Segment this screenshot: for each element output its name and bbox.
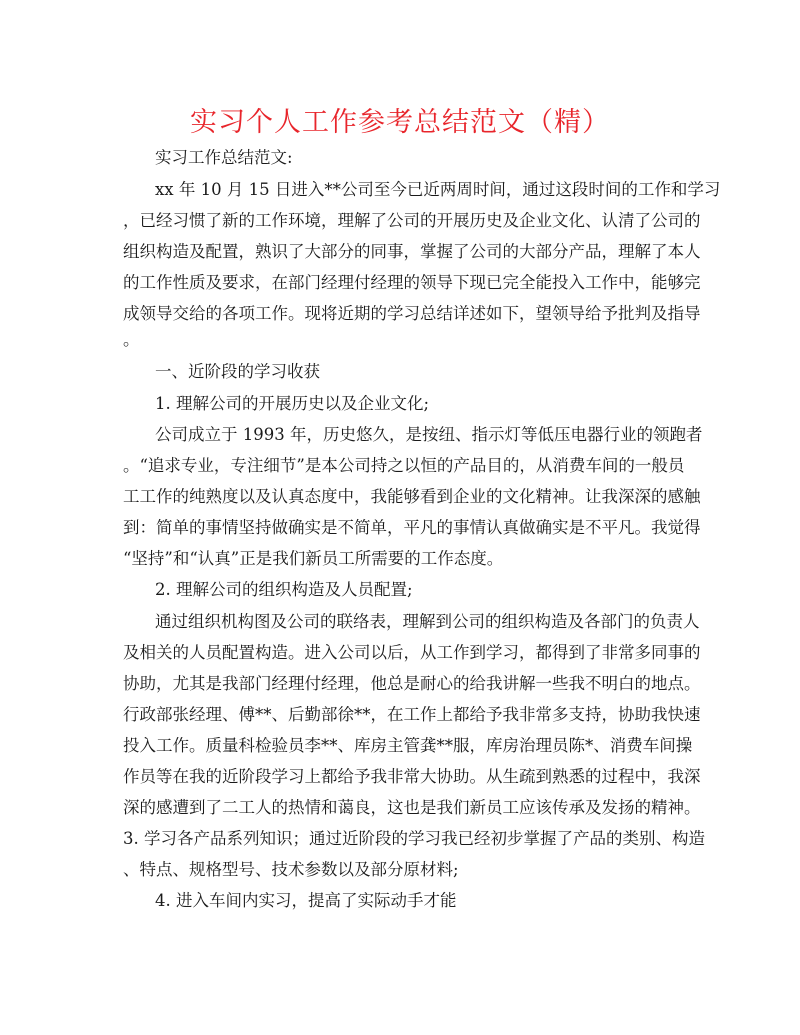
subsection-heading: 3. 学习各产品系列知识；通过近阶段的学习我已经初步掌握了产品的类别、构造	[123, 829, 705, 848]
paragraph-line: 深的感遭到了二工人的热情和蔼良，这也是我们新员工应该传承及发扬的精神。	[123, 798, 701, 817]
paragraph-line: “坚持”和“认真”正是我们新员工所需要的工作态度。	[123, 549, 504, 568]
subsection-heading: 1. 理解公司的开展历史以及企业文化;	[155, 394, 430, 413]
subsection-heading: 2. 理解公司的组织构造及人员配置;	[155, 580, 413, 599]
paragraph-line: xx 年 10 月 15 日进入**公司至今已近两周时间，通过这段时间的工作和学习	[155, 180, 721, 199]
paragraph-line: 行政部张经理、傅**、后勤部徐**，在工作上都给予我非常多支持，协助我快速	[123, 705, 701, 724]
paragraph-line: 的工作性质及要求，在部门经理付经理的领导下现已完全能投入工作中，能够完	[123, 273, 701, 292]
paragraph-line: 。	[123, 330, 140, 349]
paragraph-line: 工工作的纯熟度以及认真态度中，我能够看到企业的文化精神。让我深深的感触	[123, 487, 701, 506]
document-title: 实习个人工作参考总结范文（精）	[190, 107, 610, 138]
paragraph-line: 通过组织机构图及公司的联络表，理解到公司的组织构造及各部门的负责人	[155, 612, 700, 631]
section-heading: 一、近阶段的学习收获	[155, 362, 320, 381]
paragraph-line: 组织构造及配置，熟识了大部分的同事，掌握了公司的大部分产品，理解了本人	[123, 242, 701, 261]
paragraph-line: 协助，尤其是我部门经理付经理，他总是耐心的给我讲解一些我不明白的地点。	[123, 674, 701, 693]
paragraph-line: 投入工作。质量科检验员李**、库房主管龚**服，库房治理员陈*、消费车间操	[123, 736, 693, 755]
paragraph-heading: 实习工作总结范文:	[155, 148, 293, 167]
paragraph-line: 成领导交给的各项工作。现将近期的学习总结详述如下，望领导给予批判及指导	[123, 304, 701, 323]
paragraph-line: ，已经习惯了新的工作环境，理解了公司的开展历史及企业文化、认清了公司的	[123, 211, 701, 230]
subsection-heading: 4. 进入车间内实习，提高了实际动手才能	[155, 891, 457, 910]
paragraph-line: 及相关的人员配置构造。进入公司以后，从工作到学习，都得到了非常多同事的	[123, 643, 701, 662]
paragraph-line: 公司成立于 1993 年，历史悠久，是按纽、指示灯等低压电器行业的领跑者	[155, 425, 703, 444]
paragraph-line: 到：简单的事情坚持做确实是不简单，平凡的事情认真做确实是不平凡。我觉得	[123, 518, 701, 537]
paragraph-line: 。“追求专业，专注细节”是本公司持之以恒的产品目的，从消费车间的一般员	[123, 456, 685, 475]
paragraph-line: 、特点、规格型号、技术参数以及部分原材料;	[123, 860, 459, 879]
paragraph-line: 作员等在我的近阶段学习上都给予我非常大协助。从生疏到熟悉的过程中，我深	[123, 767, 701, 786]
